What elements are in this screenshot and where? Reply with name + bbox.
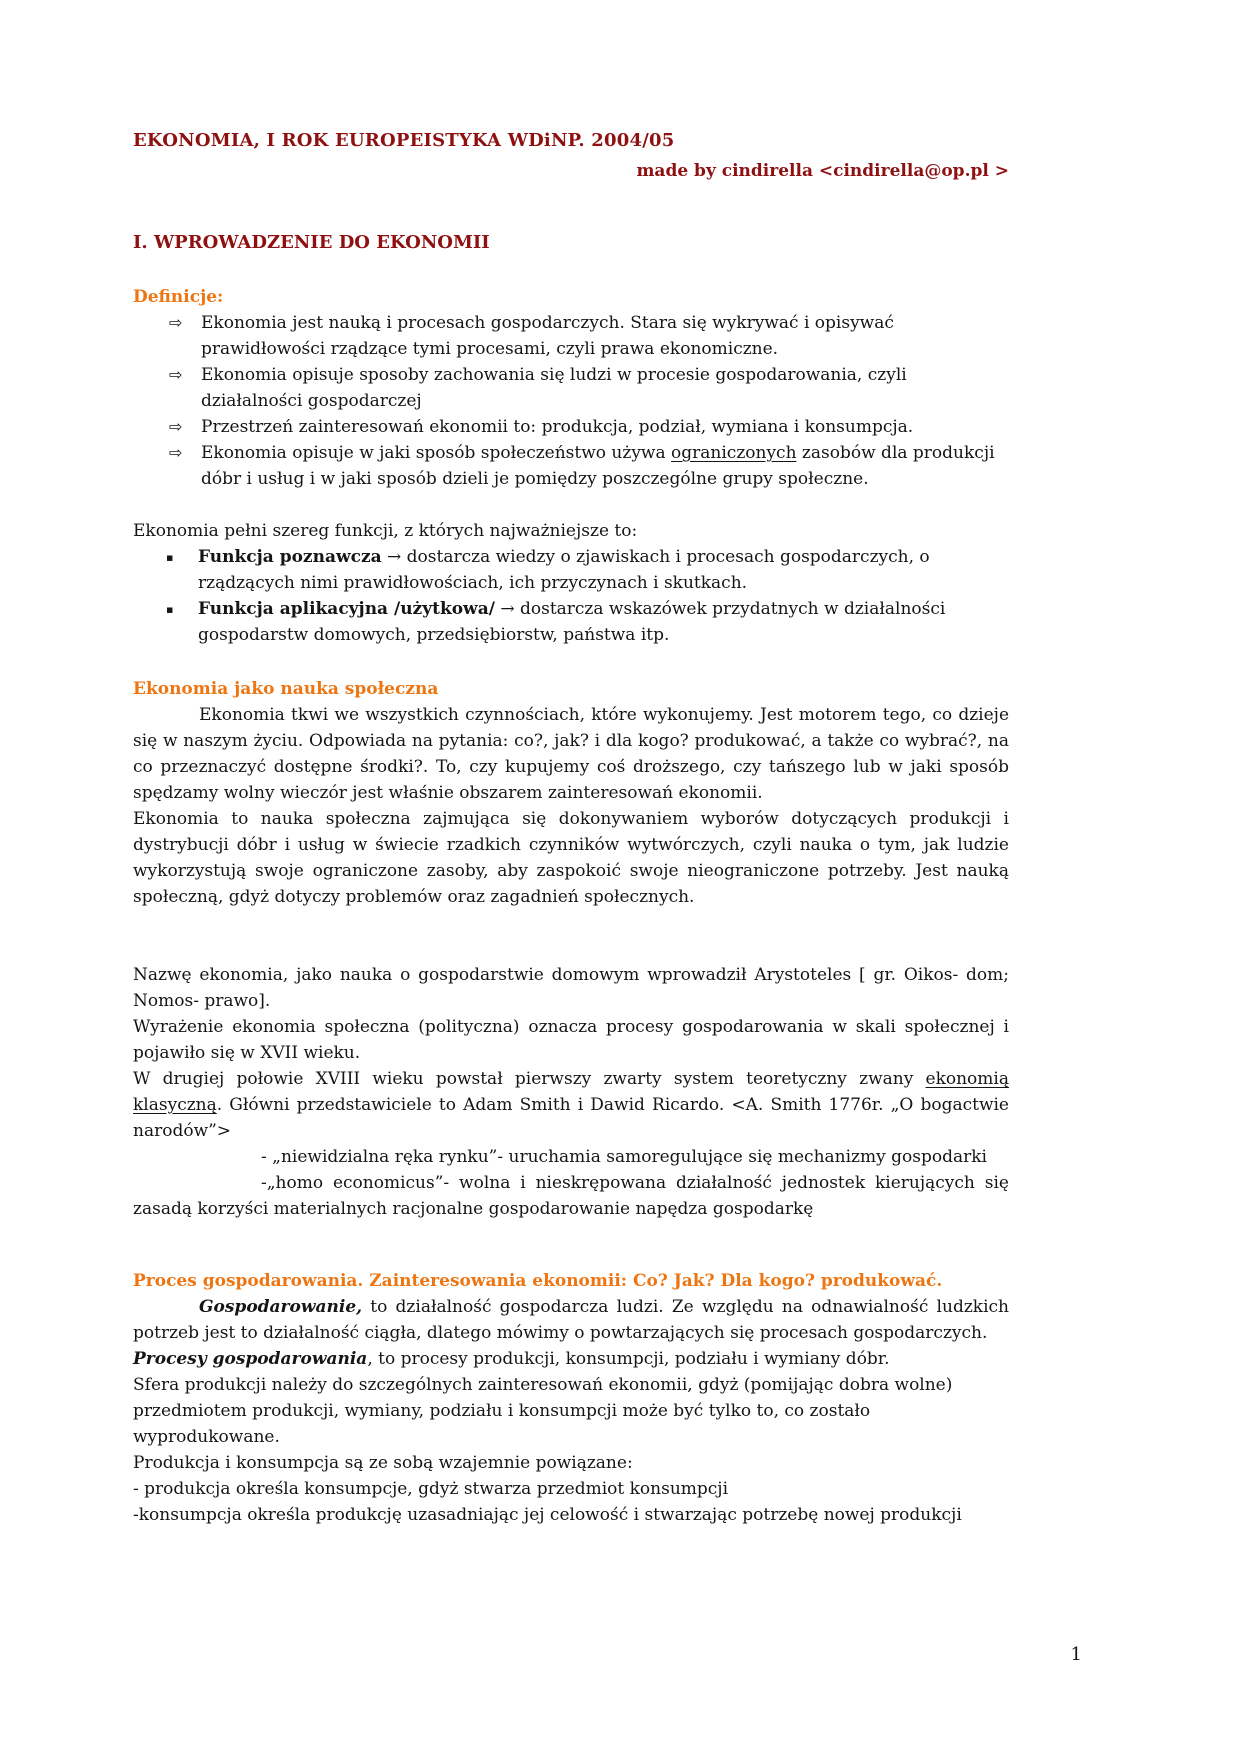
document-title: EKONOMIA, I ROK EUROPEISTYKA WDiNP. 2004/05 bbox=[133, 130, 675, 151]
arrow-bullet-icon: ⇨ bbox=[169, 417, 183, 436]
paragraph bbox=[133, 1066, 1009, 1144]
paragraph-text-post: . Główni przedstawiciele to Adam Smith i Dawid Ricardo. <A. Smith 1776r. „O bogactwie narodów”> bbox=[133, 1095, 1009, 1141]
list-item bbox=[133, 596, 1009, 648]
list-item bbox=[133, 310, 1009, 362]
paragraph: Ekonomia to nauka społeczna zajmująca się dokonywaniem wyborów dotyczących produkcji i dystrybucji dóbr i usług w świecie rzadkich czynników wytwórczych, czyli nauka o tym, jak ludzie wykorzystują swoje ograniczone zasoby, aby zaspokoić swoje nieograniczone potrzeby. Jest nauką społeczną, gdyż dotyczy problemów oraz zagadnień społecznych. bbox=[133, 809, 1009, 907]
paragraph-text: , to procesy produkcji, konsumpcji, podziału i wymiany dóbr. bbox=[367, 1349, 890, 1369]
underlined-term: ograniczonych bbox=[671, 443, 797, 463]
paragraph bbox=[133, 1294, 1009, 1346]
paragraph: Ekonomia tkwi we wszystkich czynnościach, które wykonujemy. Jest motorem tego, co dzieje się w naszym życiu. Odpowiada na pytania: co?, jak? i dla kogo? produkować, a także co wybrać?, na co przeznaczyć dostępne środki?. To, czy kupujemy coś droższego, czy tańszego lub w jaki sposób spędzamy wolny wieczór jest właśnie obszarem zainteresowań ekonomii. bbox=[133, 705, 1009, 803]
paragraph: -konsumpcja określa produkcję uzasadniając jej celowość i stwarzając potrzebę nowej produkcji bbox=[133, 1505, 962, 1525]
function-name: Funkcja aplikacyjna /użytkowa/ bbox=[198, 599, 495, 619]
list-item-text-pre: Ekonomia opisuje w jaki sposób społeczeństwo używa bbox=[201, 443, 672, 463]
social-science-heading: Ekonomia jako nauka społeczna bbox=[133, 679, 439, 699]
sub-point: - „niewidzialna ręka rynku”- uruchamia samoregulujące się mechanizmy gospodarki bbox=[261, 1147, 987, 1167]
functions-lead: Ekonomia pełni szereg funkcji, z których najważniejsze to: bbox=[133, 521, 638, 541]
list-item-text: Ekonomia opisuje sposoby zachowania się ludzi w procesie gospodarowania, czyli działalności gospodarczej bbox=[201, 365, 907, 411]
arrow-bullet-icon: ⇨ bbox=[169, 443, 183, 462]
list-item-text: Przestrzeń zainteresowań ekonomii to: produkcja, podział, wymiana i konsumpcja. bbox=[201, 417, 914, 437]
list-item bbox=[133, 544, 1009, 596]
paragraph: Produkcja i konsumpcja są ze sobą wzajemnie powiązane: bbox=[133, 1453, 633, 1473]
function-description: → dostarcza wskazówek przydatnych w działalności gospodarstw domowych, przedsiębiorstw, państwa itp. bbox=[198, 599, 946, 645]
process-heading: Proces gospodarowania. Zainteresowania ekonomii: Co? Jak? Dla kogo? produkować. bbox=[133, 1271, 943, 1291]
functions-list bbox=[133, 544, 1009, 648]
page-number: 1 bbox=[1070, 1644, 1082, 1665]
definitions-heading: Definicje: bbox=[133, 287, 224, 307]
paragraph-text: to działalność gospodarcza ludzi. Ze względu na odnawialność ludzkich potrzeb jest to działalność ciągła, dlatego mówimy o powtarzających się procesach gospodarczych. bbox=[133, 1297, 1009, 1343]
list-item-text bbox=[198, 544, 1009, 596]
paragraph: Wyrażenie ekonomia społeczna (polityczna) oznacza procesy gospodarowania w skali społecznej i pojawiło się w XVII wieku. bbox=[133, 1017, 1009, 1063]
underlined-term: ekonomią klasyczną bbox=[133, 1069, 1009, 1115]
arrow-bullet-icon: ⇨ bbox=[169, 365, 183, 384]
paragraph: - produkcja określa konsumpcje, gdyż stwarza przedmiot konsumpcji bbox=[133, 1479, 729, 1499]
list-item-text bbox=[198, 596, 1009, 648]
paragraph bbox=[133, 1346, 1009, 1372]
paragraph: Nazwę ekonomia, jako nauka o gospodarstwie domowym wprowadził Arystoteles [ gr. Oikos- dom; Nomos- prawo]. bbox=[133, 965, 1009, 1011]
chapter-heading: I. WPROWADZENIE DO EKONOMII bbox=[133, 232, 490, 253]
list-item-text bbox=[201, 440, 1009, 492]
term-lead: Gospodarowanie, bbox=[199, 1297, 363, 1317]
arrow-bullet-icon: ⇨ bbox=[169, 313, 183, 332]
list-item bbox=[133, 440, 1009, 492]
square-bullet-icon: ▪ bbox=[166, 551, 174, 564]
paragraph: Sfera produkcji należy do szczególnych zainteresowań ekonomii, gdyż (pomijając dobra wolne) przedmiotem produkcji, wymiany, podziału i konsumpcji może być tylko to, co zostało wyprodukowane. bbox=[133, 1375, 953, 1447]
list-item-text-post: zasobów dla produkcji dóbr i usług i w jaki sposób dzieli je pomiędzy poszczególne grupy społeczne. bbox=[201, 443, 995, 489]
paragraph-text-pre: W drugiej połowie XVIII wieku powstał pierwszy zwarty system teoretyczny zwany bbox=[133, 1069, 926, 1089]
list-item bbox=[133, 414, 1009, 440]
definitions-list bbox=[133, 310, 1009, 492]
term-lead: Procesy gospodarowania bbox=[133, 1349, 368, 1369]
list-item bbox=[133, 362, 1009, 414]
function-name: Funkcja poznawcza bbox=[198, 547, 382, 567]
function-description: → dostarcza wiedzy o zjawiskach i procesach gospodarczych, o rządzących nimi prawidłowościach, ich przyczynach i skutkach. bbox=[198, 547, 930, 593]
sub-point: -„homo economicus”- wolna i nieskrępowana działalność jednostek kierujących się zasadą korzyści materialnych racjonalne gospodarowanie napędza gospodarkę bbox=[133, 1173, 1009, 1219]
list-item-text: Ekonomia jest nauką i procesach gospodarczych. Stara się wykrywać i opisywać prawidłowości rządzące tymi procesami, czyli prawa ekonomiczne. bbox=[201, 313, 894, 359]
author-byline: made by cindirella <cindirella@op.pl > bbox=[636, 161, 1009, 181]
square-bullet-icon: ▪ bbox=[166, 603, 174, 616]
